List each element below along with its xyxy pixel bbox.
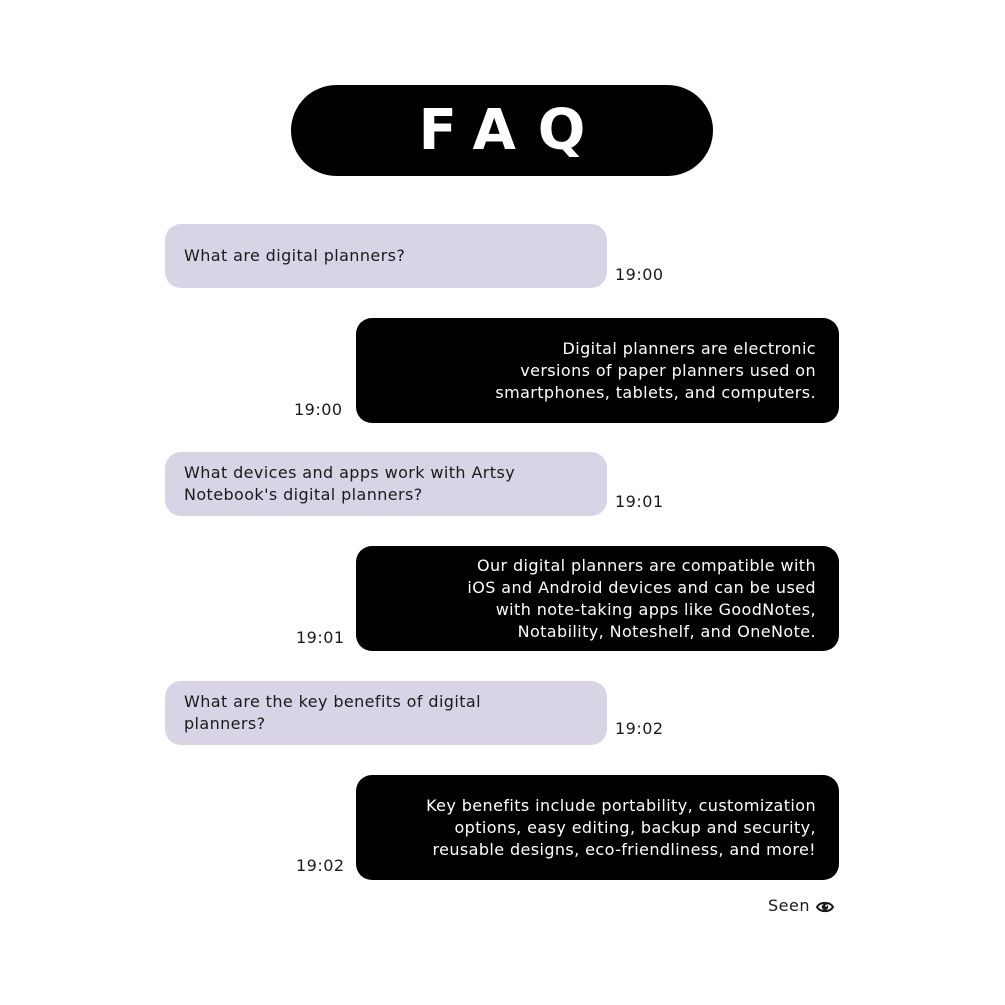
timestamp-4: 19:01 — [296, 628, 345, 647]
seen-status — [768, 896, 834, 916]
faq-title-pill — [291, 85, 713, 176]
eye-icon — [816, 899, 834, 913]
answer-bubble-1 — [356, 318, 839, 423]
timestamp-1: 19:00 — [615, 265, 664, 284]
timestamp-3: 19:01 — [615, 492, 664, 511]
seen-label: Seen — [768, 896, 810, 915]
question-text-1: What are digital planners? — [184, 246, 406, 265]
question-text-3: What are the key benefits of digital planners? — [184, 692, 481, 733]
question-bubble-3 — [165, 681, 607, 745]
answer-bubble-2 — [356, 546, 839, 651]
page-title: FAQ — [418, 97, 608, 163]
answer-text-1: Digital planners are electronic versions of paper planners used on smartphones, tablets, and computers. — [495, 338, 816, 402]
timestamp-5: 19:02 — [615, 719, 664, 738]
question-text-2: What devices and apps work with Artsy Notebook's digital planners? — [184, 463, 516, 504]
question-bubble-1 — [165, 224, 607, 288]
question-bubble-2 — [165, 452, 607, 516]
answer-text-2: Our digital planners are compatible with iOS and Android devices and can be used with note-taking apps like GoodNotes, Notability, Noteshelf, and OneNote. — [467, 555, 816, 641]
timestamp-2: 19:00 — [294, 400, 343, 419]
answer-bubble-3 — [356, 775, 839, 880]
timestamp-6: 19:02 — [296, 856, 345, 875]
answer-text-3: Key benefits include portability, customization options, easy editing, backup and security, reusable designs, eco-friendliness, and more! — [426, 795, 816, 859]
